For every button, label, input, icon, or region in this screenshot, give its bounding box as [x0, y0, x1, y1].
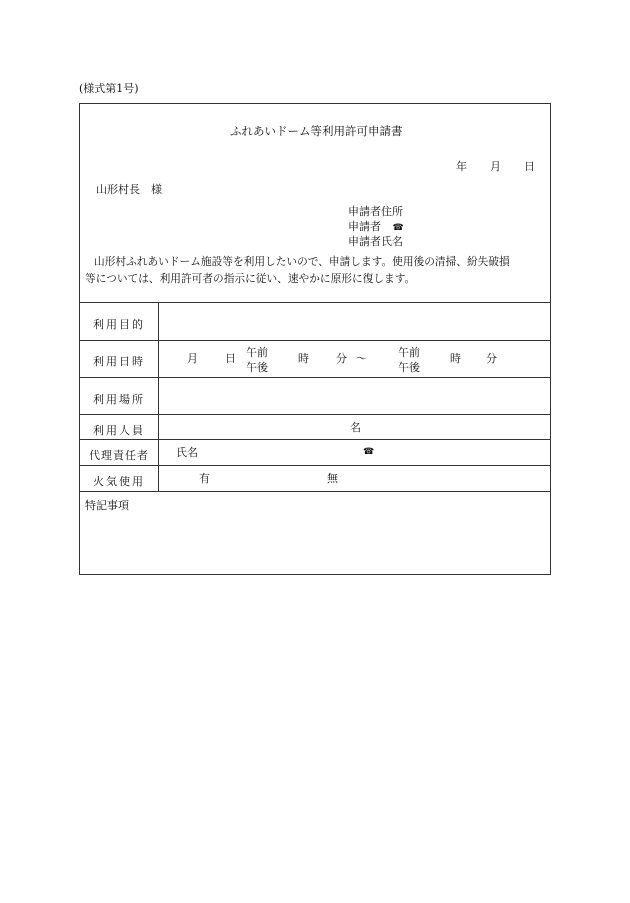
divider-row3 [80, 414, 550, 415]
purpose-label: 利用目的 [93, 318, 145, 331]
phone-icon: ☎ [363, 447, 375, 457]
date-month: 月 [490, 160, 501, 173]
datetime-label: 利用日時 [93, 355, 145, 368]
datetime-hour-end: 時 [450, 352, 461, 365]
people-label: 利用人員 [93, 424, 145, 437]
datetime-ampm-end [398, 345, 420, 375]
form-title: ふれあいドーム等利用許可申請書 [230, 124, 403, 138]
body-text-line1: 山形村ふれあいドーム施設等を利用したいので、申請します。使用後の清掃、紛失破損 [94, 255, 510, 268]
datetime-day: 日 [225, 352, 236, 365]
agent-name-label: 氏名 [176, 446, 198, 459]
addressee: 山形村長 様 [96, 183, 162, 196]
place-label: 利用場所 [93, 393, 145, 406]
datetime-tilde: ～ [356, 352, 367, 365]
application-form [79, 103, 551, 575]
applicant-phone-label [348, 221, 404, 233]
applicant-name-label: 申請者氏名 [348, 235, 403, 248]
date-year: 年 [456, 160, 467, 173]
applicant-phone-text: 申請者 [348, 220, 381, 233]
datetime-month: 月 [187, 352, 198, 365]
applicant-address-label: 申請者住所 [348, 205, 403, 218]
date-day: 日 [524, 160, 535, 173]
divider-row5 [80, 465, 550, 466]
divider-row6 [80, 491, 550, 492]
column-divider [158, 302, 159, 491]
fire-no: 無 [327, 472, 338, 485]
agent-label: 代理責任者 [89, 449, 149, 462]
fire-yes: 有 [199, 472, 210, 485]
fire-label: 火気使用 [93, 475, 145, 488]
phone-icon: ☎ [392, 223, 404, 233]
datetime-minute-end: 分 [486, 352, 497, 365]
form-number: (様式第1号) [79, 82, 139, 95]
datetime-minute-start: 分 [336, 352, 347, 365]
divider-row4 [80, 439, 550, 440]
datetime-pm-start: 午後 [246, 361, 268, 374]
divider-top [80, 302, 550, 303]
datetime-am-start: 午前 [246, 346, 268, 359]
datetime-hour-start: 時 [298, 352, 309, 365]
datetime-ampm-start [246, 345, 268, 375]
datetime-pm-end: 午後 [398, 361, 420, 374]
remarks-label: 特記事項 [85, 499, 129, 512]
body-text-line2: 等については、利用許可者の指示に従い、速やかに原形に復します。 [85, 272, 416, 285]
people-unit: 名 [350, 421, 361, 434]
divider-row1 [80, 340, 550, 341]
datetime-am-end: 午前 [398, 346, 420, 359]
divider-row2 [80, 377, 550, 378]
